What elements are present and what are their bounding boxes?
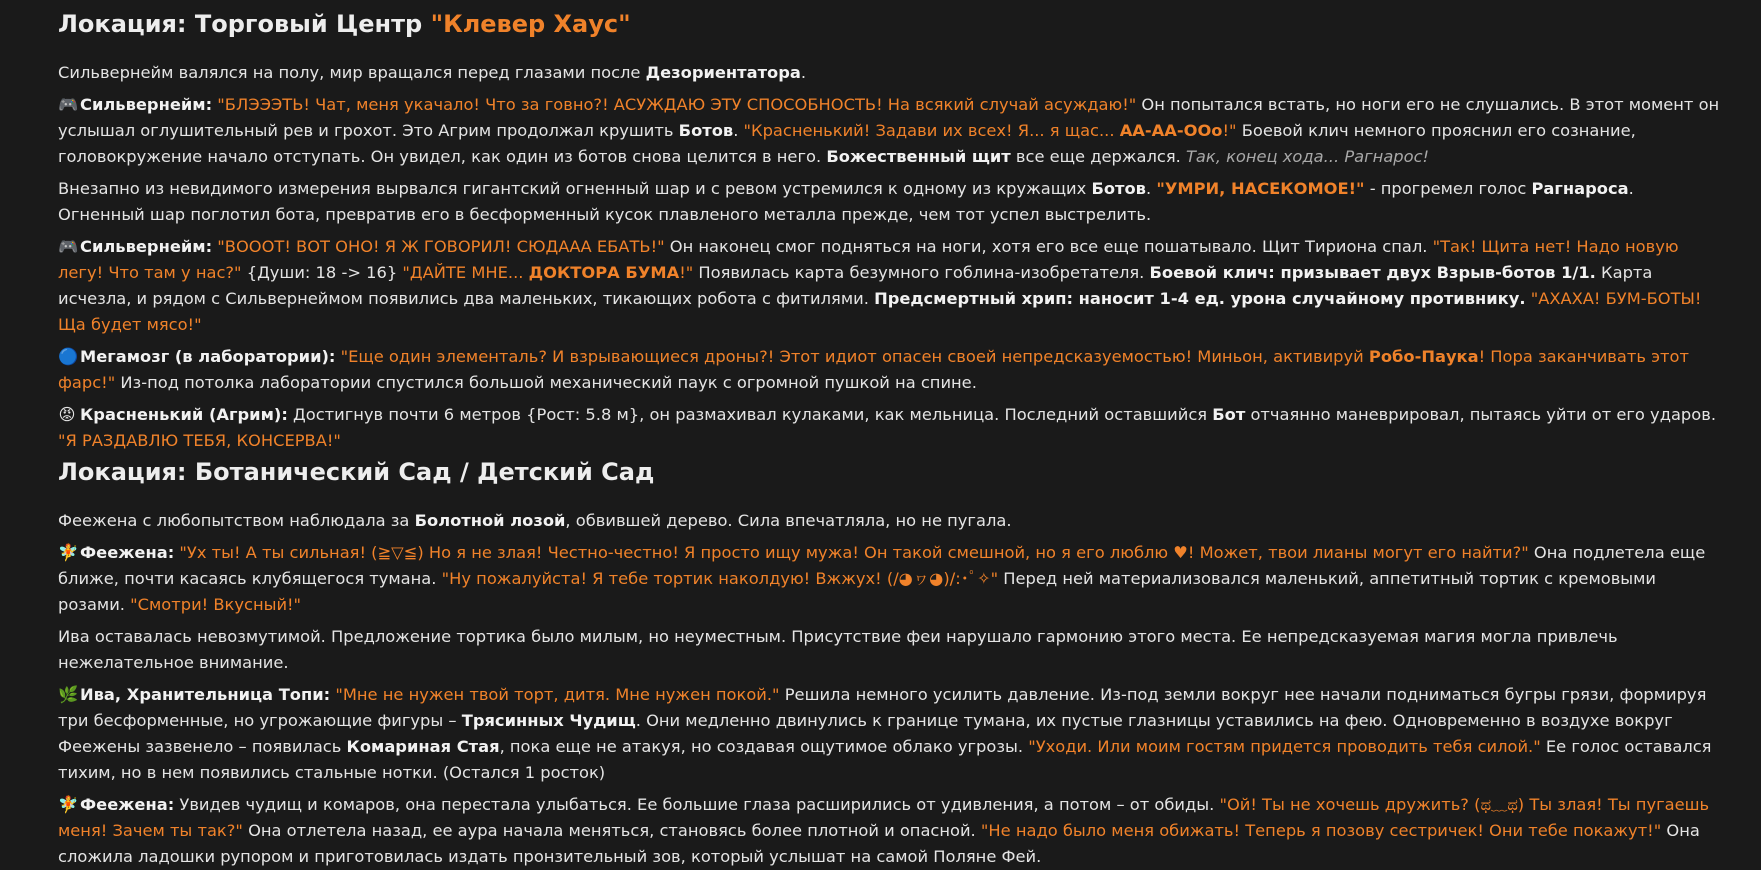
- quote: "Уходи. Или моим гостям придется проводить тебя силой.": [1028, 737, 1541, 756]
- quote: "Еще один элементаль? И взрывающиеся дроны?! Этот идиот опасен своей непредсказуемостью! Миньон, активируй Робо-Паука! Пора заканчивать этот фарс!": [58, 347, 1689, 392]
- herb-icon: 🌿: [58, 685, 79, 704]
- dialogue-feezhena-1: 🧚 Феежена: "Ух ты! А ты сильная! (≧▽≦) Но я не злая! Честно-честно! Я просто ищу мужа! Он такой смешной, но я его люблю ♥! Может, твои лианы могут его найти?" Она подлетела еще ближе, почти касаясь клубящегося тумана. "Ну пожалуйста! Я тебе тортик наколдую! Вжжух! (/◕ヮ◕)/:･ﾟ✧" Перед ней материализовался маленький, аппетитный тортик с кремовыми розами. "Смотри! Вкусный!": [58, 540, 1721, 618]
- dialogue-silvername-2: 🎮 Сильвернейм: "ВОООТ! ВОТ ОНО! Я Ж ГОВОРИЛ! СЮДААА ЕБАТЬ!" Он наконец смог подняться на ноги, хотя его все еще пошатывало. Щит Тириона спал. "Так! Щита нет! Надо новую легу! Что там у нас?" {Души: 18 -> 16} "ДАЙТЕ МНЕ... ДОКТОРА БУМА!" Появилась карта безумного гоблина-изобретателя. Боевой клич: призывает двух Взрыв-ботов 1/1. Карта исчезла, и рядом с Сильвернеймом появились два маленьких, тикающих робота с фитилями. Предсмертный хрип: наносит 1-4 ед. урона случайному противнику. "АХАХА! БУМ-БОТЫ! Ща будет мясо!": [58, 234, 1721, 338]
- location-name: "Клевер Хаус": [430, 10, 631, 38]
- quote: "Я РАЗДАВЛЮ ТЕБЯ, КОНСЕРВА!": [58, 431, 341, 450]
- narration-paragraph: Ива оставалась невозмутимой. Предложение тортика было милым, но неуместным. Присутствие феи нарушало гармонию этого места. Ее непредсказуемая магия могла привлечь нежелательное внимание.: [58, 627, 1618, 672]
- angry-face-icon: 😡: [58, 405, 76, 424]
- quote: "Мне не нужен твой торт, дитя. Мне нужен покой.": [335, 685, 780, 704]
- quote: "ВОООТ! ВОТ ОНО! Я Ж ГОВОРИЛ! СЮДААА ЕБАТЬ!": [217, 237, 665, 256]
- dialogue-silvername-1: 🎮 Сильвернейм: "БЛЭЭЭТЬ! Чат, меня укачало! Что за говно?! АСУЖДАЮ ЭТУ СПОСОБНОСТЬ! На всякий случай асуждаю!" Он попытался встать, но ноги его не слушались. В этот момент он услышал оглушительный рев и грохот. Это Агрим продолжал крушить Ботов. "Красненький! Задави их всех! Я... я щас... АА-АА-ООо!" Боевой клич немного прояснил его сознание, головокружение начало отступать. Он увидел, как один из ботов снова целится в него. Божественный щит все еще держался. Так, конец хода... Рагнарос!: [58, 92, 1721, 170]
- fairy-icon: 🧚: [58, 795, 79, 814]
- speaker-name: Сильвернейм:: [80, 237, 213, 256]
- quote: "Смотри! Вкусный!": [130, 595, 302, 614]
- narration-paragraph: Сильвернейм валялся на полу, мир вращался перед глазами после Дезориентатора.: [58, 63, 807, 82]
- quote: "Не надо было меня обижать! Теперь я позову сестричек! Они тебе покажут!": [980, 821, 1662, 840]
- location-heading-mall: [58, 8, 1721, 40]
- location-heading-garden: Локация: Ботанический Сад / Детский Сад: [58, 458, 655, 486]
- speaker-name: Феежена:: [80, 543, 175, 562]
- quote: "УМРИ, НАСЕКОМОЕ!": [1156, 179, 1365, 198]
- blue-circle-icon: 🔵: [58, 347, 79, 366]
- speaker-name: Мегамозг (в лаборатории):: [80, 347, 336, 366]
- fairy-icon: 🧚: [58, 543, 79, 562]
- quote: "Так! Щита нет! Надо новую легу! Что там у нас?": [58, 237, 1679, 282]
- dialogue-iva: 🌿 Ива, Хранительница Топи: "Мне не нужен твой торт, дитя. Мне нужен покой." Решила немного усилить давление. Из-под земли вокруг нее начали подниматься бугры грязи, формируя три бесформенные, но угрожающие фигуры – Трясинных Чудищ. Они медленно двинулись к границе тумана, их пустые глазницы уставились на фею. Одновременно в воздухе вокруг Феежены зазвенело – появилась Комариная Стая, пока еще не атакуя, но создавая ощутимое облако угрозы. "Уходи. Или моим гостям придется проводить тебя силой." Ее голос оставался тихим, но в нем появились стальные нотки. (Остался 1 росток): [58, 682, 1721, 786]
- speaker-name: Феежена:: [80, 795, 175, 814]
- speaker-name: Сильвернейм:: [80, 95, 213, 114]
- dialogue-feezhena-2: 🧚 Феежена: Увидев чудищ и комаров, она перестала улыбаться. Ее большие глаза расширились от удивления, а потом – от обиды. "Ой! Ты не хочешь дружить? (ಥ﹏ಥ) Ты злая! Ты пугаешь меня! Зачем ты так?" Она отлетела назад, ее аура начала меняться, становясь более плотной и опасной. "Не надо было меня обижать! Теперь я позову сестричек! Они тебе покажут!" Она сложила ладошки рупором и приготовилась издать пронзительный зов, который услышат на самой Поляне Фей.: [58, 792, 1721, 870]
- narration-paragraph: Феежена с любопытством наблюдала за Болотной лозой, обвившей дерево. Сила впечатляла, но не пугала.: [58, 511, 1012, 530]
- italic-aside: Так, конец хода... Рагнарос!: [1185, 147, 1430, 166]
- speaker-name: Ива, Хранительница Топи:: [80, 685, 331, 704]
- gamepad-icon: 🎮: [58, 237, 79, 256]
- quote: "Красненький! Задави их всех! Я... я щас... АА-АА-ООо!": [743, 121, 1237, 140]
- dialogue-megamind: 🔵 Мегамозг (в лаборатории): "Еще один элементаль? И взрывающиеся дроны?! Этот идиот опасен своей непредсказуемостью! Миньон, активируй Робо-Паука! Пора заканчивать этот фарс!" Из-под потолка лаборатории спустился большой механический паук с огромной пушкой на спине.: [58, 344, 1721, 396]
- dialogue-krasnenkiy: 😡 Красненький (Агрим): Достигнув почти 6 метров {Рост: 5.8 м}, он размахивал кулаками, как мельница. Последний оставшийся Бот отчаянно маневрировал, пытаясь уйти от его ударов. "Я РАЗДАВЛЮ ТЕБЯ, КОНСЕРВА!": [58, 402, 1721, 454]
- speaker-name: Красненький (Агрим):: [80, 405, 288, 424]
- location-label: Локация: Торговый Центр: [58, 10, 431, 38]
- quote: "АХАХА! БУМ-БОТЫ! Ща будет мясо!": [58, 289, 1702, 334]
- quote: "Ну пожалуйста! Я тебе тортик наколдую! Вжжух! (/◕ヮ◕)/:･ﾟ✧": [441, 569, 999, 588]
- gamepad-icon: 🎮: [58, 95, 79, 114]
- quote: "Ой! Ты не хочешь дружить? (ಥ﹏ಥ) Ты злая! Ты пугаешь меня! Зачем ты так?": [58, 795, 1710, 840]
- quote: "Ух ты! А ты сильная! (≧▽≦) Но я не злая! Честно-честно! Я просто ищу мужа! Он такой смешной, но я его люблю ♥! Может, твои лианы могут его найти?": [179, 543, 1529, 562]
- narration-paragraph: Внезапно из невидимого измерения вырвался гигантский огненный шар и с ревом устремился к одному из кружащих Ботов. "УМРИ, НАСЕКОМОЕ!" - прогремел голос Рагнароса. Огненный шар поглотил бота, превратив его в бесформенный кусок плавленого металла прежде, чем тот успел выстрелить.: [58, 179, 1634, 224]
- quote: "ДАЙТЕ МНЕ... ДОКТОРА БУМА!": [402, 263, 694, 282]
- quote: "БЛЭЭЭТЬ! Чат, меня укачало! Что за говно?! АСУЖДАЮ ЭТУ СПОСОБНОСТЬ! На всякий случай асуждаю!": [217, 95, 1137, 114]
